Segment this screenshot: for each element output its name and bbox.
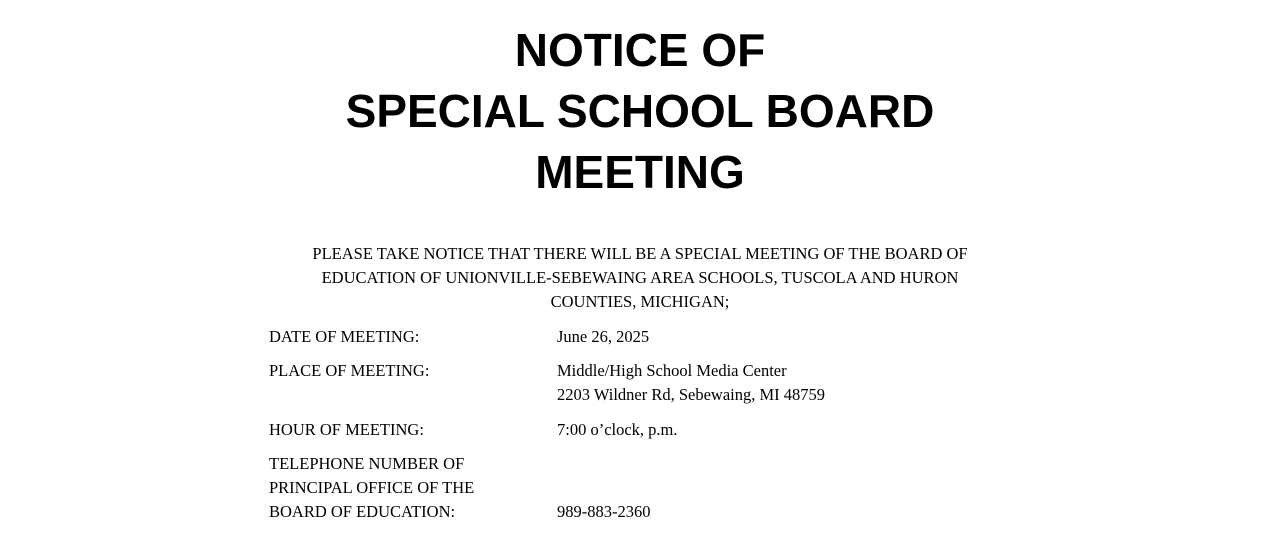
hour-label: HOUR OF MEETING:: [269, 420, 424, 439]
intro-line: COUNTIES, MICHIGAN;: [550, 292, 730, 311]
notice-title: [0, 20, 1280, 203]
notice-intro: [262, 242, 1018, 314]
phone-label-line: PRINCIPAL OFFICE OF THE: [269, 478, 475, 497]
place-label: PLACE OF MEETING:: [269, 361, 430, 380]
title-line: NOTICE OF: [514, 24, 766, 76]
place-value: [557, 359, 1017, 407]
date-value: June 26, 2025: [557, 327, 650, 346]
place-value-line: 2203 Wildner Rd, Sebewaing, MI 48759: [557, 385, 826, 404]
hour-value: 7:00 o’clock, p.m.: [557, 420, 678, 439]
date-label: DATE OF MEETING:: [269, 327, 420, 346]
place-value-line: Middle/High School Media Center: [557, 361, 787, 380]
title-line: MEETING: [535, 146, 745, 198]
intro-line: PLEASE TAKE NOTICE THAT THERE WILL BE A SPECIAL MEETING OF THE BOARD OF: [312, 244, 968, 263]
phone-label: [269, 452, 549, 524]
phone-label-line: TELEPHONE NUMBER OF: [269, 454, 465, 473]
phone-value: 989-883-2360: [557, 502, 651, 521]
intro-line: EDUCATION OF UNIONVILLE-SEBEWAING AREA SCHOOLS, TUSCOLA AND HURON: [321, 268, 959, 287]
phone-label-line: BOARD OF EDUCATION:: [269, 502, 456, 521]
title-line: SPECIAL SCHOOL BOARD: [345, 85, 935, 137]
